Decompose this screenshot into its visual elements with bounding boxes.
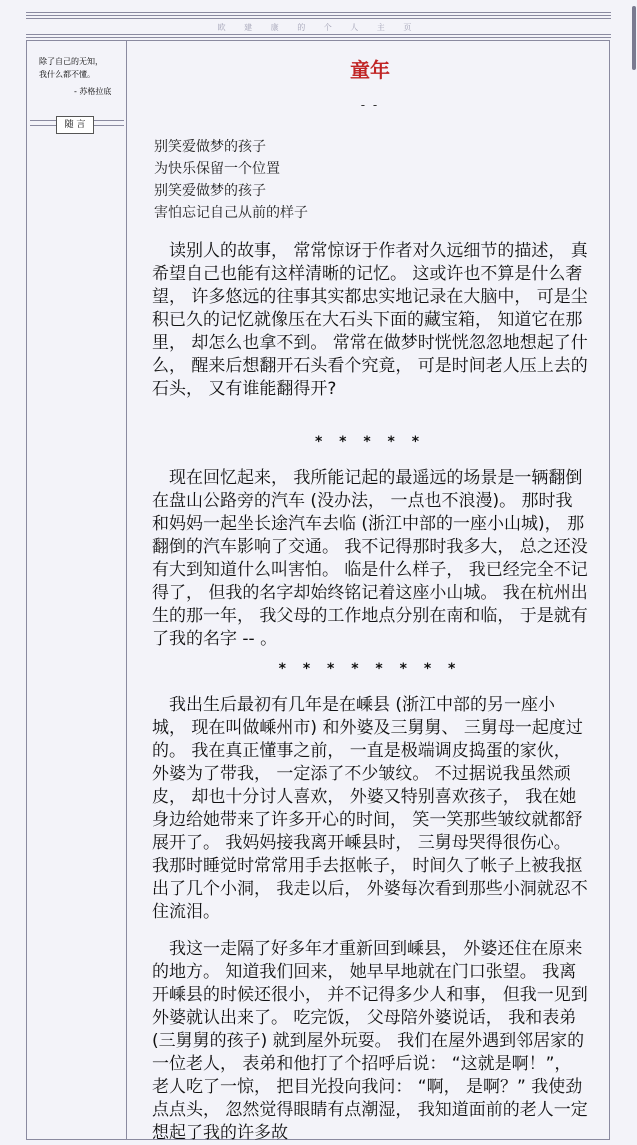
suiyan-button[interactable]: 随 言 bbox=[56, 116, 94, 134]
poem-line: 别笑爱做梦的孩子 bbox=[154, 139, 266, 155]
scrollbar-thumb[interactable] bbox=[632, 6, 636, 70]
quote-line-1: 除了自己的无知， bbox=[39, 57, 103, 66]
sidebar bbox=[26, 40, 127, 1140]
site-title: 欧 建 康 的 个 人 主 页 bbox=[217, 23, 420, 32]
quote-line-2: 我什么都不懂。 bbox=[39, 70, 95, 79]
sidebar-quote bbox=[39, 55, 119, 81]
header-rule-top bbox=[26, 12, 611, 21]
scrollbar[interactable] bbox=[630, 0, 637, 1133]
poem-line: 别笑爱做梦的孩子 bbox=[154, 183, 266, 199]
section-separator: * * * * * * * * bbox=[278, 661, 462, 677]
poem-line: 为快乐保留一个位置 bbox=[154, 161, 280, 177]
section-separator: * * * * * bbox=[314, 434, 426, 450]
article-title: 童年 bbox=[350, 58, 390, 82]
paragraph-2: 现在回忆起来， 我所能记起的最遥远的场景是一辆翻倒在盘山公路旁的汽车 (没办法， 一点也不浪漫)。 那时我和妈妈一起坐长途汽车去临 (浙江中部的一座小山城)， 那翻倒的汽车影响了交通。 我不记得那时我多大， 总之还没有大到知道什么叫害怕。 临是什么样子， 我已经完全不记得了， 但我的名字却始终铭记着这座小山城。 我在杭州出生的那一年， 我父母的工作地点分别在南和临， 于是就有了我的名字 -- 。 bbox=[152, 468, 588, 649]
paragraph-3: 我出生后最初有几年是在嵊县 (浙江中部的另一座小城， 现在叫做嵊州市) 和外婆及三舅舅、 三舅母一起度过的。 我在真正懂事之前， 一直是极端调皮捣蛋的家伙， 外婆为了带我， 一定添了不少皱纹。 不过据说我虽然顽皮， 却也十分讨人喜欢， 外婆又特别喜欢孩子， 我在她身边给她带来了许多开心的时间， 笑一笑那些皱纹就都舒展开了。 我妈妈接我离开嵊县时， 三舅母哭得很伤心。 我那时睡觉时常常用手去抠帐子， 时间久了帐子上被我抠出了几个小洞， 我走以后， 外婆每次看到那些小洞就忍不住流泪。 bbox=[152, 695, 588, 922]
quote-author: - 苏格拉底 bbox=[74, 87, 112, 96]
paragraph-1: 读别人的故事， 常常惊讶于作者对久远细节的描述， 真希望自己也能有这样清晰的记忆。 这或许也不算是什么奢望， 许多悠远的往事其实都忠实地记录在大脑中， 可是尘积已久的记忆就像压在大石头下面的藏宝箱， 知道它在那里， 却怎么也拿不到。 常常在做梦时恍恍忽忽地想起了什么， 醒来后想翻开石头看个究竟， 可是时间老人压上去的石头， 又有谁能翻得开? bbox=[152, 241, 588, 399]
poem-line: 害怕忘记自己从前的样子 bbox=[154, 205, 308, 221]
poem bbox=[154, 136, 574, 224]
paragraph-4: 我这一走隔了好多年才重新回到嵊县， 外婆还住在原来的地方。 知道我们回来， 她早早地就在门口张望。 我离开嵊县的时候还很小， 并不记得多少人和事， 但我一见到外婆就认出来了。 吃完饭， 父母陪外婆说话， 我和表弟 (三舅舅的孩子) 就到屋外玩耍。 我们在屋外遇到邻居家的一位老人， 表弟和他打了个招呼后说： “这就是啊！”， 老人吃了一惊， 把目光投向我问： “啊， 是啊？” 我使劲点点头， 忽然觉得眼睛有点潮湿， 我知道面前的老人一定想起了我的许多故 bbox=[152, 939, 588, 1143]
article-subtitle: - - bbox=[360, 98, 380, 112]
